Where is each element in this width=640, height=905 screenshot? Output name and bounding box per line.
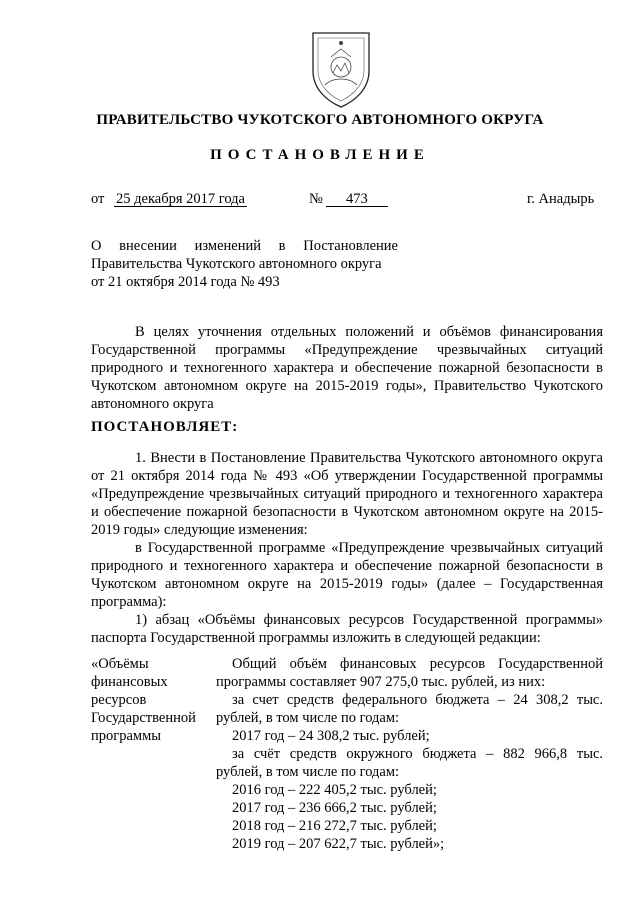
paragraph-3: 1) абзац «Объёмы финансовых ресурсов Государственной программы» паспорта Государственной программы изложить в следующей редакции: xyxy=(91,612,603,646)
federal-funding: за счет средств федерального бюджета – 24 308,2 тыс. рублей, в том числе по годам: xyxy=(216,692,603,726)
decrees-label: ПОСТАНОВЛЯЕТ: xyxy=(91,419,239,435)
table-value-column xyxy=(216,655,603,853)
government-title: ПРАВИТЕЛЬСТВО ЧУКОТСКОГО АВТОНОМНОГО ОКРУГА xyxy=(96,112,544,128)
date-field xyxy=(114,191,247,208)
place: г. Анадырь xyxy=(527,191,595,207)
decree-number: 473 xyxy=(326,192,388,207)
document-type-title: ПОСТАНОВЛЕНИЕ xyxy=(210,147,430,163)
federal-year: 2017 год – 24 308,2 тыс. рублей; xyxy=(232,728,430,744)
table-label-line: ресурсов xyxy=(91,692,147,708)
table-label-line: Государственной xyxy=(91,710,196,726)
district-year: 2016 год – 222 405,2 тыс. рублей; xyxy=(232,782,437,798)
paragraph-2: в Государственной программе «Предупреждение чрезвычайных ситуаций природного и техногенного характера и обеспечение пожарной безопасности в Чукотском автономном округе на 2015-2019 годы» (далее – Государственная программа): xyxy=(91,540,603,610)
table-label-line: «Объёмы xyxy=(91,656,149,672)
district-year: 2018 год – 216 272,7 тыс. рублей; xyxy=(232,818,437,834)
district-funding: за счёт средств окружного бюджета – 882 966,8 тыс. рублей, в том числе по годам: xyxy=(216,746,603,780)
number-label: № xyxy=(309,191,323,207)
district-year: 2019 год – 207 622,7 тыс. рублей»; xyxy=(232,836,445,852)
subject-line: О внесении изменений в Постановление xyxy=(91,238,398,254)
preamble xyxy=(91,323,603,413)
body-text xyxy=(91,449,603,647)
subject-line: Правительства Чукотского автономного округа xyxy=(91,256,382,272)
preamble-text: В целях уточнения отдельных положений и объёмов финансирования Государственной программы «Предупреждение чрезвычайных ситуаций природного и техногенного характера и обеспечение пожарной безопасности в Чукотском автономном округе на 2015-2019 годы», Правительство Чукотского автономного округа xyxy=(91,324,603,412)
from-label: от xyxy=(91,191,105,207)
coat-of-arms-icon xyxy=(303,25,379,109)
number-field xyxy=(326,191,388,208)
total-funding: Общий объём финансовых ресурсов Государственной программы составляет 907 275,0 тыс. рублей, из них: xyxy=(216,656,603,690)
district-year: 2017 год – 236 666,2 тыс. рублей; xyxy=(232,800,437,816)
paragraph-1: 1. Внести в Постановление Правительства Чукотского автономного округа от 21 октября 2014 года № 493 «Об утверждении Государственной программы «Предупреждение чрезвычайных ситуаций природного и техногенного характера и обеспечение пожарной безопасности в Чукотском автономном округе на 2015-2019 годы» следующие изменения: xyxy=(91,450,603,538)
table-label-line: финансовых xyxy=(91,674,168,690)
decree-date: 25 декабря 2017 года xyxy=(116,191,245,207)
table-label-line: программы xyxy=(91,728,161,744)
table-label-column xyxy=(91,655,211,745)
subject-block xyxy=(91,237,398,291)
subject-line: от 21 октября 2014 года № 493 xyxy=(91,274,280,290)
